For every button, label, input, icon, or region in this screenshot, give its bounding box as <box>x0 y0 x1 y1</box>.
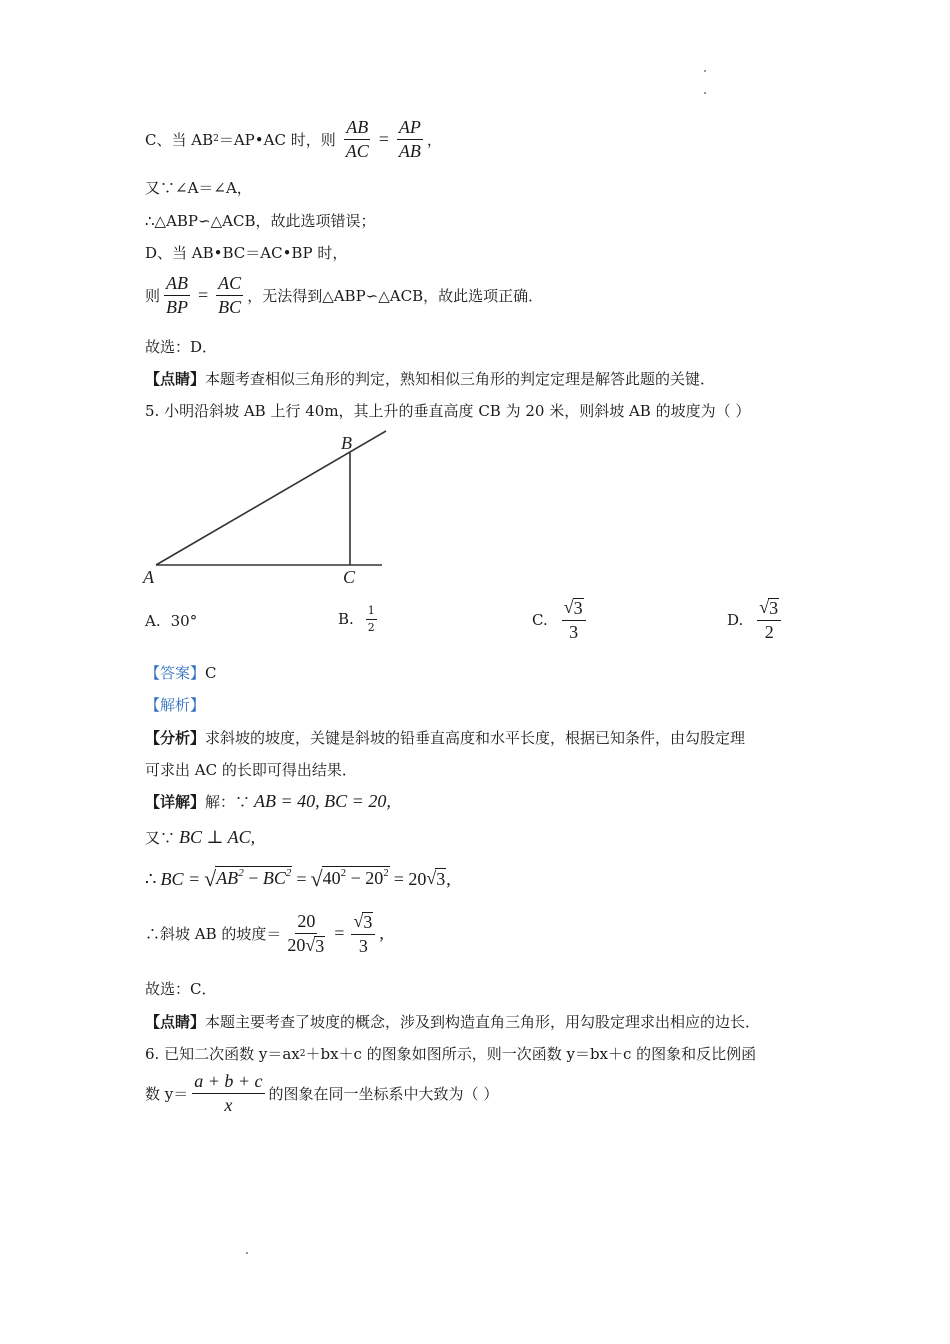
sqrt-3: √ 3 <box>426 868 446 889</box>
c-option-prefix: C、当 AB <box>145 130 214 149</box>
pythagoras-line: ∴ BC = √ $AB^2 - BC^2$ = √ $40^2 - 20^2$ = 20 √ 3 , <box>145 866 451 891</box>
q5-stem: 5. 小明沿斜坡 AB 上行 40m，其上升的垂直高度 CB 为 20 米，则斜坡 AB 的坡度为（ ） <box>145 402 751 420</box>
equals-sign: = <box>378 128 389 149</box>
decorative-dot <box>704 70 706 72</box>
comment-tag: 【点睛】 <box>145 370 206 388</box>
fraction-abc-over-x: $\frac{a + b + c}{x}$ <box>194 1071 263 1115</box>
label-c: C <box>343 567 356 587</box>
fraction-ac-bc: $\frac{AC}{BC}$ <box>218 273 242 317</box>
q4-choice: 故选：D． <box>145 338 218 356</box>
comment-tag: 【点睛】 <box>145 1013 206 1031</box>
sqrt-ab2-bc2: √ $AB^2 - BC^2$ <box>204 866 292 891</box>
detail-line: 【详解】 解：∵ AB = 40, BC = 20, <box>145 791 391 811</box>
fraction-sqrt3-over-2: √ 3 2 <box>757 598 781 642</box>
d-option-line: D、当 AB•BC＝AC•BP 时， <box>145 244 348 262</box>
d-conclusion-line <box>145 274 543 317</box>
c-conclusion-line: ∴△ABP∽△ACB，故此选项错误； <box>145 212 376 230</box>
fenxi-tag: 【分析】 <box>145 729 206 747</box>
c-option-line <box>145 118 442 161</box>
option-a[interactable]: A. 30° <box>145 612 198 630</box>
detail-tag: 【详解】 <box>145 793 206 811</box>
slope-result-line: ∴斜坡 AB 的坡度＝ 20 20 √ 3 = √ 3 3 , <box>145 911 384 956</box>
slope-figure <box>140 425 400 590</box>
label-b: B <box>341 433 352 453</box>
perp-math: BC ⊥ AC, <box>179 827 256 847</box>
c-option-condition: ＝AP•AC 时，则 <box>218 130 336 149</box>
perp-line: 又∵ BC ⊥ AC, <box>145 827 256 847</box>
d-conclusion-suffix: ，无法得到△ABP∽△ACB，故此选项正确． <box>247 286 544 305</box>
fraction-ab-bp: $\frac{AB}{BP}$ <box>166 273 189 317</box>
decorative-dot <box>704 92 706 94</box>
c-option-suffix: ， <box>426 130 442 149</box>
q6-stem-line-2: 数 y＝ $\frac{a + b + c}{x}$ 的图象在同一坐标系中大致为（ ） <box>145 1071 499 1115</box>
fraction-sqrt3-over-3-result: √ 3 3 <box>351 912 375 956</box>
decorative-dot <box>246 1252 248 1254</box>
answer-value: C <box>205 663 217 682</box>
fraction-20-over-20sqrt3: 20 20 √ 3 <box>287 911 325 956</box>
comment-text: 本题考查相似三角形的判定，熟知相似三角形的判定定理是解答此题的关键． <box>205 370 716 388</box>
answer-tag: 【答案】 <box>145 664 206 682</box>
answer-line <box>145 662 217 683</box>
analysis-tag: 【解析】 <box>145 696 206 714</box>
detail-math: AB = 40, BC = 20, <box>254 791 391 811</box>
fraction-sqrt3-over-3: √ 3 3 <box>562 598 586 642</box>
sqrt-40-20: √ $40^2 - 20^2$ <box>310 866 389 891</box>
c-option-sup: 2 <box>213 134 219 145</box>
fraction-ab-ac: $\frac{AB}{AC}$ <box>345 117 369 161</box>
fenxi-line-2: 可求出 AC 的长即可得出结果． <box>145 761 357 779</box>
q6-stem-line-1: 6. 已知二次函数 y＝ax 2 ＋bx＋c 的图象如图所示，则一次函数 y＝bx＋c 的图象和反比例函 <box>145 1045 757 1063</box>
q4-comment <box>145 368 715 389</box>
fraction-ap-ab: $\frac{AP}{AB}$ <box>398 117 421 161</box>
fenxi-line-1: 【分析】 求斜坡的坡度，关键是斜坡的铅垂直高度和水平长度，根据已知条件，由勾股定理 <box>145 729 746 747</box>
fraction-one-half: $\frac{1}{2}$ <box>367 604 375 634</box>
option-d[interactable]: D. √ 3 2 <box>727 598 785 642</box>
d-conclusion-prefix: 则 <box>145 286 161 305</box>
label-a: A <box>143 567 154 587</box>
angle-line: 又∵∠A＝∠A， <box>145 179 252 197</box>
option-b[interactable]: B. $\frac{1}{2}$ <box>338 604 375 634</box>
equals-sign: = <box>198 284 209 305</box>
q5-comment: 【点睛】 本题主要考查了坡度的概念，涉及到构造直角三角形，用勾股定理求出相应的边长． <box>145 1013 761 1031</box>
q5-choice: 故选：C． <box>145 980 217 998</box>
option-c[interactable]: C. √ 3 3 <box>532 598 590 642</box>
